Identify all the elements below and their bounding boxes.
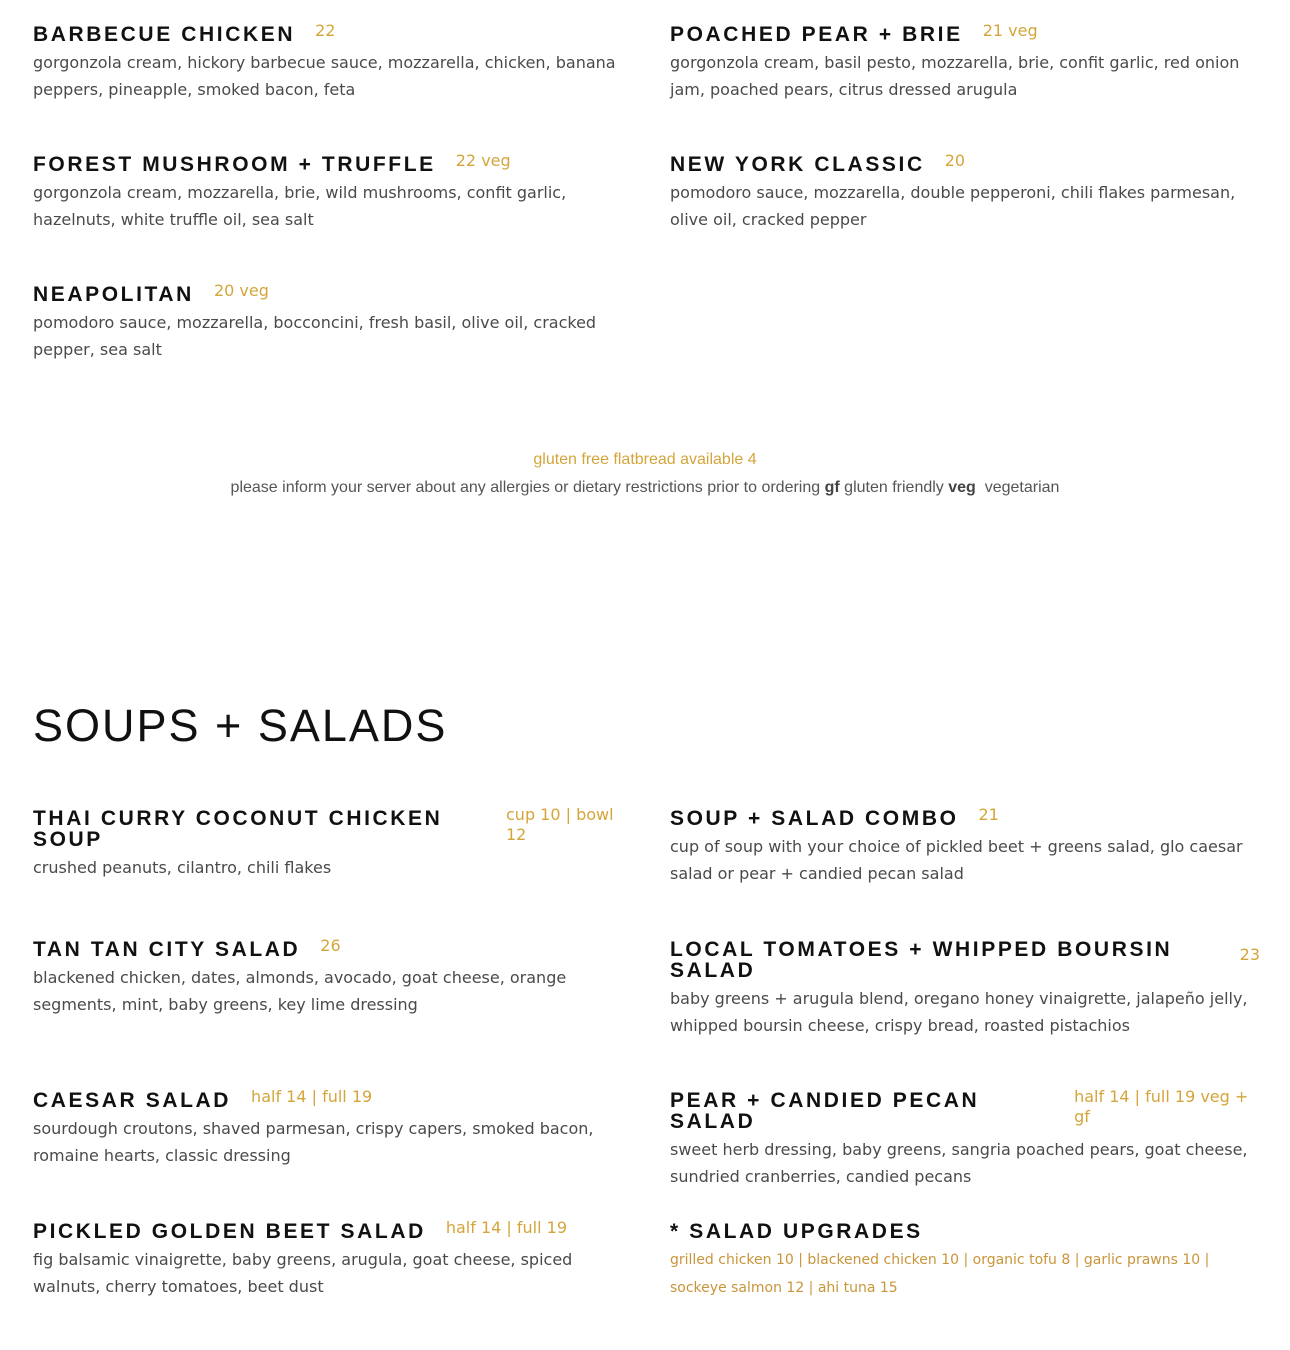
item-price: 21 [978,805,999,824]
menu-item-poached-pear-brie [670,21,1260,103]
item-description: pomodoro sauce, mozzarella, double pepperoni, chili flakes parmesan, olive oil, cracked pepper [670,183,1236,229]
item-price: 23 [1239,945,1260,964]
item-price: 21 veg [982,21,1038,40]
item-name: BARBECUE CHICKEN [33,23,296,46]
item-name: FOREST MUSHROOM + TRUFFLE [33,153,436,176]
menu-item-caesar-salad [33,1087,623,1169]
menu-item-new-york-classic [670,151,1260,233]
veg-key: veg [948,479,976,496]
item-name: SOUP + SALAD COMBO [670,807,959,830]
gf-key: gf [824,479,840,496]
allergy-text: please inform your server about any allergies or dietary restrictions prior to ordering [230,479,821,496]
item-name: NEW YORK CLASSIC [670,153,925,176]
item-price: 20 veg [213,281,269,300]
item-price: cup 10 | bowl 12 [506,805,614,844]
item-name: * SALAD UPGRADES [670,1220,923,1243]
salad-upgrades [670,1221,1260,1302]
item-name: PEAR + CANDIED PECAN SALAD [670,1089,980,1133]
item-price: half 14 | full 19 [251,1087,373,1106]
item-description: cup of soup with your choice of pickled beet + greens salad, glo caesar salad or pear + candied pecan salad [670,837,1243,883]
gluten-free-notice: gluten free flatbread available 4 [533,451,757,468]
item-name: LOCAL TOMATOES + WHIPPED BOURSIN SALAD [670,938,1173,982]
menu-item-soup-salad-combo [670,805,1260,887]
gf-label: gluten friendly [844,479,944,496]
allergy-notice [0,479,1290,497]
item-header [670,1087,1260,1133]
item-price: half 14 | full 19 veg + gf [1074,1087,1249,1126]
item-name: NEAPOLITAN [33,283,194,306]
menu-item-local-tomatoes-boursin [670,939,1260,1039]
menu-item-neapolitan [33,281,623,363]
item-price: 22 [315,21,336,40]
item-description: fig balsamic vinaigrette, baby greens, arugula, goat cheese, spiced walnuts, cherry tomatoes, beet dust [33,1250,573,1296]
upgrades-list: grilled chicken 10 | blackened chicken 10 | organic tofu 8 | garlic prawns 10 | sockeye salmon 12 | ahi tuna 15 [670,1252,1210,1296]
item-header [670,151,1260,176]
item-header [670,21,1260,46]
item-header [670,939,1260,981]
item-header [670,1221,1260,1242]
item-description: sourdough croutons, shaved parmesan, crispy capers, smoked bacon, romaine hearts, classic dressing [33,1119,594,1165]
item-description: baby greens + arugula blend, oregano honey vinaigrette, jalapeño jelly, whipped boursin cheese, crispy bread, roasted pistachios [670,989,1248,1035]
item-description: blackened chicken, dates, almonds, avocado, goat cheese, orange segments, mint, baby greens, key lime dressing [33,968,567,1014]
item-header [33,151,623,176]
item-header [33,1218,623,1243]
item-description: gorgonzola cream, basil pesto, mozzarella, brie, confit garlic, red onion jam, poached pears, citrus dressed arugula [670,53,1240,99]
veg-label: vegetarian [984,479,1060,496]
item-name: PICKLED GOLDEN BEET SALAD [33,1220,426,1243]
item-name: CAESAR SALAD [33,1089,232,1112]
item-header [670,805,1260,830]
item-header [33,1087,623,1112]
item-description: pomodoro sauce, mozzarella, bocconcini, fresh basil, olive oil, cracked pepper, sea salt [33,313,597,359]
item-price: 22 veg [455,151,511,170]
menu-item-pear-candied-pecan [670,1087,1260,1190]
menu-item-thai-curry-soup [33,805,623,881]
item-name: THAI CURRY COCONUT CHICKEN SOUP [33,807,443,851]
menu-item-barbecue-chicken [33,21,623,103]
item-header [33,805,623,851]
item-description: crushed peanuts, cilantro, chili flakes [33,858,332,877]
item-price: 20 [944,151,966,170]
menu-item-pickled-golden-beet [33,1218,623,1300]
item-header [33,281,623,306]
menu-item-forest-mushroom-truffle [33,151,623,233]
item-description: gorgonzola cream, mozzarella, brie, wild mushrooms, confit garlic, hazelnuts, white truffle oil, sea salt [33,183,567,229]
section-title-soups-salads: SOUPS + SALADS [33,700,448,751]
item-name: POACHED PEAR + BRIE [670,23,963,46]
item-header [33,936,623,961]
item-price: half 14 | full 19 [445,1218,567,1237]
item-header [33,21,623,46]
item-description: sweet herb dressing, baby greens, sangria poached pears, goat cheese, sundried cranberries, candied pecans [670,1140,1248,1186]
item-price: 26 [320,936,341,955]
item-description: gorgonzola cream, hickory barbecue sauce, mozzarella, chicken, banana peppers, pineapple, smoked bacon, feta [33,53,616,99]
menu-item-tan-tan-city-salad [33,936,623,1018]
item-name: TAN TAN CITY SALAD [33,938,301,961]
